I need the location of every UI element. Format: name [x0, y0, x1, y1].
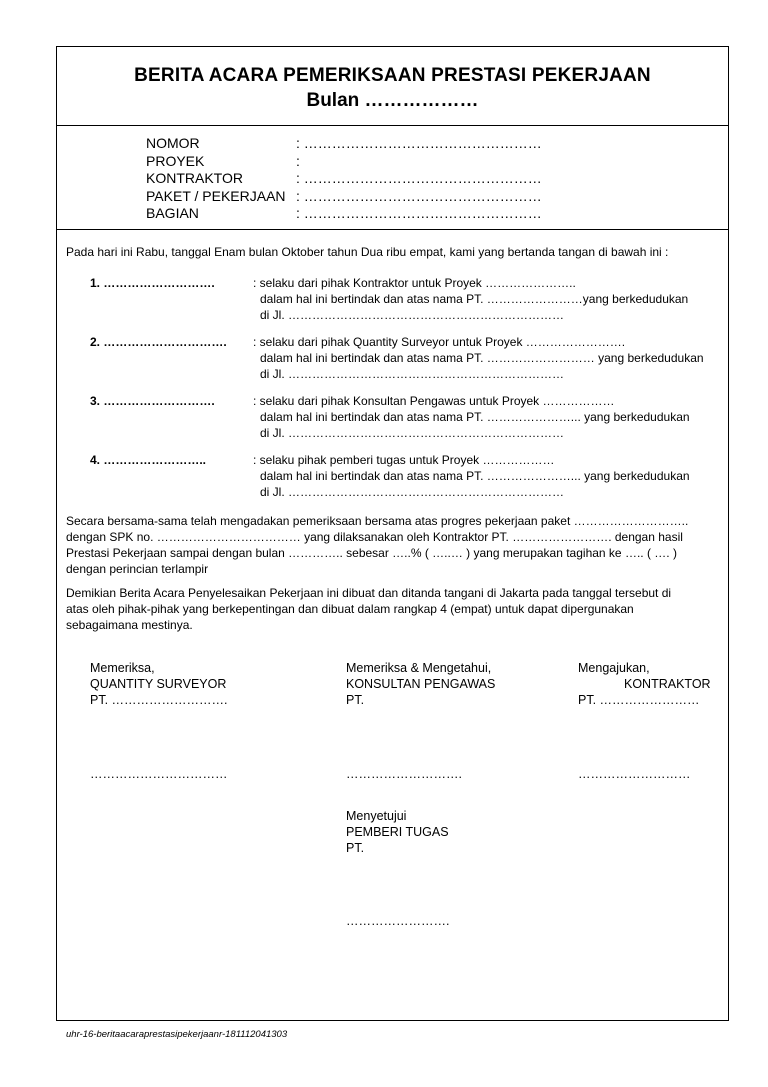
- party-3-line-1: : selaku dari pihak Konsultan Pengawas untuk Proyek ………………: [253, 394, 615, 408]
- info-row: PAKET / PEKERJAAN : ……………………………………………: [146, 187, 542, 204]
- party-3-name: 3. ……………………….: [90, 394, 215, 408]
- info-row: NOMOR : ……………………………………………: [146, 135, 542, 151]
- party-2-line-3: di Jl. ……………………………………………………………: [260, 367, 565, 381]
- party-2-name: 2. ………………………….: [90, 335, 227, 349]
- document-footer: uhr-16-beritaacaraprestasipekerjaanr-181112041303: [66, 1029, 288, 1040]
- party-1-line-3: di Jl. ……………………………………………………………: [260, 308, 565, 322]
- party-4-name: 4. ……………………..: [90, 453, 207, 467]
- divider-title: [57, 125, 728, 126]
- signature-quantity-surveyor: Memeriksa, QUANTITY SURVEYOR PT. ……………………….: [90, 661, 228, 707]
- signature-line-pemberi: …………………….: [346, 914, 450, 928]
- document-subtitle: Bulan ………………: [306, 90, 479, 111]
- party-4-line-1: : selaku pihak pemberi tugas untuk Proyek ………………: [253, 453, 555, 467]
- signature-line-qs: ……………………………: [90, 767, 228, 781]
- signature-pemberi-tugas: Menyetujui PEMBERI TUGAS PT.: [346, 809, 449, 855]
- info-row: PROYEK :: [146, 152, 300, 169]
- signature-konsultan-pengawas: Memeriksa & Mengetahui, KONSULTAN PENGAWAS PT.: [346, 661, 496, 707]
- party-3-line-3: di Jl. ……………………………………………………………: [260, 426, 565, 440]
- party-4-line-3: di Jl. ……………………………………………………………: [260, 485, 565, 499]
- party-2-line-2: dalam hal ini bertindak dan atas nama PT. ……………………… yang berkedudukan: [260, 351, 704, 365]
- signature-line-konsultan: ……………………….: [346, 767, 462, 781]
- party-1-name: 1. ……………………….: [90, 276, 215, 290]
- party-2-line-1: : selaku dari pihak Quantity Surveyor untuk Proyek …………………….: [253, 335, 626, 349]
- paragraph-pemeriksaan: Secara bersama-sama telah mengadakan pemeriksaan bersama atas progres pekerjaan paket ……………………….. dengan SPK no. ……………………………… yang dilaksanakan oleh Kontraktor PT. ……………………. dengan hasil Prestasi Pekerjaan sampai dengan bulan ………….. sebesar …..% ( …..… ) yang merupakan tagihan ke ….. ( …. ) dengan perincian terlampir: [66, 514, 689, 576]
- document-frame: [56, 46, 729, 1021]
- info-row: BAGIAN : ……………………………………………: [146, 205, 542, 221]
- document-title: BERITA ACARA PEMERIKSAAN PRESTASI PEKERJAAN: [134, 65, 651, 86]
- paragraph-penutup: Demikian Berita Acara Penyelesaikan Pekerjaan ini dibuat dan ditanda tangani di Jakarta pada tanggal tersebut di atas oleh pihak-pihak yang berkepentingan dan dibuat dalam rangkap 4 (empat) untuk dapat dipergunakan sebagaimana mestinya.: [66, 586, 672, 632]
- party-1-line-1: : selaku dari pihak Kontraktor untuk Proyek …………………..: [253, 276, 576, 290]
- divider-info: [57, 229, 728, 230]
- signature-line-kontraktor: ………………………: [578, 767, 691, 781]
- party-3-line-2: dalam hal ini bertindak dan atas nama PT. …………………... yang berkedudukan: [260, 410, 690, 424]
- party-1-line-2: dalam hal ini bertindak dan atas nama PT. ……………………yang berkedudukan: [260, 292, 689, 306]
- party-4-line-2: dalam hal ini bertindak dan atas nama PT. …………………... yang berkedudukan: [260, 469, 690, 483]
- info-block: [146, 135, 542, 223]
- signature-kontraktor: Mengajukan, KONTRAKTOR PT. ……………………: [578, 661, 711, 707]
- intro-text: Pada hari ini Rabu, tanggal Enam bulan Oktober tahun Dua ribu empat, kami yang bertanda tangan di bawah ini :: [66, 245, 669, 259]
- info-row: KONTRAKTOR : ……………………………………………: [146, 170, 542, 186]
